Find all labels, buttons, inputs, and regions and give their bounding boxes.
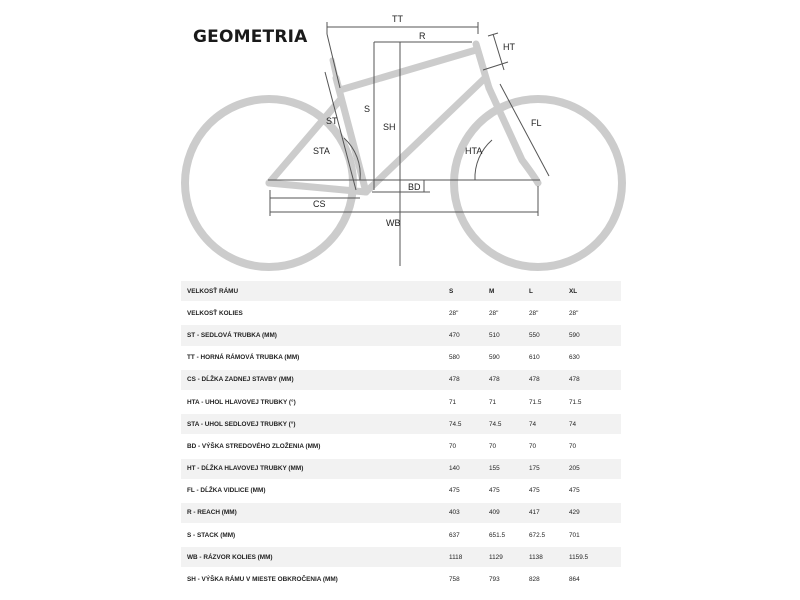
sh-label: SH xyxy=(383,122,396,132)
row-label: BD - VÝŠKA STREDOVÉHO ZLOŽENIA (MM) xyxy=(181,435,449,457)
table-row xyxy=(181,502,621,524)
row-value: 590 xyxy=(489,347,529,369)
table-header-row xyxy=(181,281,621,302)
row-value: 71.5 xyxy=(569,391,621,413)
row-value: 478 xyxy=(449,369,489,391)
table-row xyxy=(181,369,621,391)
size-l-header: L xyxy=(529,281,569,302)
table-row xyxy=(181,347,621,369)
dimension-lines xyxy=(268,22,549,266)
row-value: 28" xyxy=(529,302,569,324)
row-value: 70 xyxy=(529,435,569,457)
header-label: VELKOSŤ RÁMU xyxy=(181,281,449,302)
table-row xyxy=(181,413,621,435)
top-tube xyxy=(340,50,476,90)
row-label: R - REACH (MM) xyxy=(181,502,449,524)
row-value: 758 xyxy=(449,568,489,590)
row-value: 403 xyxy=(449,502,489,524)
row-label: VELKOSŤ KOLIES xyxy=(181,302,449,324)
seatstay xyxy=(269,100,340,183)
bike-frame xyxy=(269,44,538,192)
row-value: 74 xyxy=(569,413,621,435)
row-value: 74.5 xyxy=(449,413,489,435)
row-value: 175 xyxy=(529,458,569,480)
row-value: 637 xyxy=(449,524,489,546)
row-value: 1159.5 xyxy=(569,546,621,568)
row-label: ST - SEDLOVÁ TRUBKA (MM) xyxy=(181,324,449,346)
table-row xyxy=(181,568,621,590)
table-row xyxy=(181,302,621,324)
cs-label: CS xyxy=(313,199,326,209)
row-label: WB - RÁZVOR KOLIES (MM) xyxy=(181,546,449,568)
fl-label: FL xyxy=(531,118,542,128)
row-value: 478 xyxy=(489,369,529,391)
row-value: 550 xyxy=(529,324,569,346)
row-value: 590 xyxy=(569,324,621,346)
ht-label: HT xyxy=(503,42,515,52)
row-value: 71.5 xyxy=(529,391,569,413)
row-value: 28" xyxy=(569,302,621,324)
page-title: GEOMETRIA xyxy=(193,27,308,47)
row-value: 651.5 xyxy=(489,524,529,546)
table-row xyxy=(181,324,621,346)
row-value: 475 xyxy=(569,480,621,502)
row-value: 478 xyxy=(529,369,569,391)
row-value: 478 xyxy=(569,369,621,391)
row-value: 828 xyxy=(529,568,569,590)
size-xl-header: XL xyxy=(569,281,621,302)
table-row xyxy=(181,524,621,546)
row-label: STA - UHOL SEDLOVEJ TRUBKY (°) xyxy=(181,413,449,435)
hta-label: HTA xyxy=(465,146,483,156)
row-value: 74 xyxy=(529,413,569,435)
row-label: TT - HORNÁ RÁMOVÁ TRUBKA (MM) xyxy=(181,347,449,369)
row-value: 70 xyxy=(489,435,529,457)
row-value: 71 xyxy=(489,391,529,413)
row-value: 205 xyxy=(569,458,621,480)
row-value: 417 xyxy=(529,502,569,524)
row-value: 793 xyxy=(489,568,529,590)
row-value: 1129 xyxy=(489,546,529,568)
table-row xyxy=(181,480,621,502)
s-label: S xyxy=(364,104,371,114)
wb-label: WB xyxy=(386,218,401,228)
sta-label: STA xyxy=(313,146,330,156)
row-value: 409 xyxy=(489,502,529,524)
row-value: 701 xyxy=(569,524,621,546)
row-value: 672.5 xyxy=(529,524,569,546)
row-value: 1138 xyxy=(529,546,569,568)
tt-label: TT xyxy=(392,14,403,24)
table-row xyxy=(181,546,621,568)
row-label: S - STACK (MM) xyxy=(181,524,449,546)
size-m-header: M xyxy=(489,281,529,302)
r-label: R xyxy=(419,31,426,41)
row-value: 429 xyxy=(569,502,621,524)
row-label: FL - DĹŽKA VIDLICE (MM) xyxy=(181,480,449,502)
row-value: 1118 xyxy=(449,546,489,568)
row-value: 610 xyxy=(529,347,569,369)
row-value: 864 xyxy=(569,568,621,590)
row-value: 155 xyxy=(489,458,529,480)
size-s-header: S xyxy=(449,281,489,302)
st-label: ST xyxy=(326,116,338,126)
geometry-table xyxy=(181,281,621,592)
table-row xyxy=(181,435,621,457)
row-value: 475 xyxy=(489,480,529,502)
row-value: 70 xyxy=(449,435,489,457)
bd-label: BD xyxy=(408,182,421,192)
row-value: 475 xyxy=(449,480,489,502)
bike-geometry-diagram xyxy=(0,0,800,280)
table-row xyxy=(181,458,621,480)
row-value: 28" xyxy=(449,302,489,324)
row-value: 475 xyxy=(529,480,569,502)
row-value: 470 xyxy=(449,324,489,346)
row-value: 71 xyxy=(449,391,489,413)
row-value: 28" xyxy=(489,302,529,324)
row-value: 630 xyxy=(569,347,621,369)
row-value: 70 xyxy=(569,435,621,457)
row-value: 74.5 xyxy=(489,413,529,435)
row-value: 510 xyxy=(489,324,529,346)
row-label: HT - DĹŽKA HLAVOVEJ TRUBKY (MM) xyxy=(181,458,449,480)
row-value: 140 xyxy=(449,458,489,480)
row-label: SH - VÝŠKA RÁMU V MIESTE OBKROČENIA (MM) xyxy=(181,568,449,590)
row-label: CS - DĹŽKA ZADNEJ STAVBY (MM) xyxy=(181,369,449,391)
table-row xyxy=(181,391,621,413)
row-label: HTA - UHOL HLAVOVEJ TRUBKY (°) xyxy=(181,391,449,413)
row-value: 580 xyxy=(449,347,489,369)
